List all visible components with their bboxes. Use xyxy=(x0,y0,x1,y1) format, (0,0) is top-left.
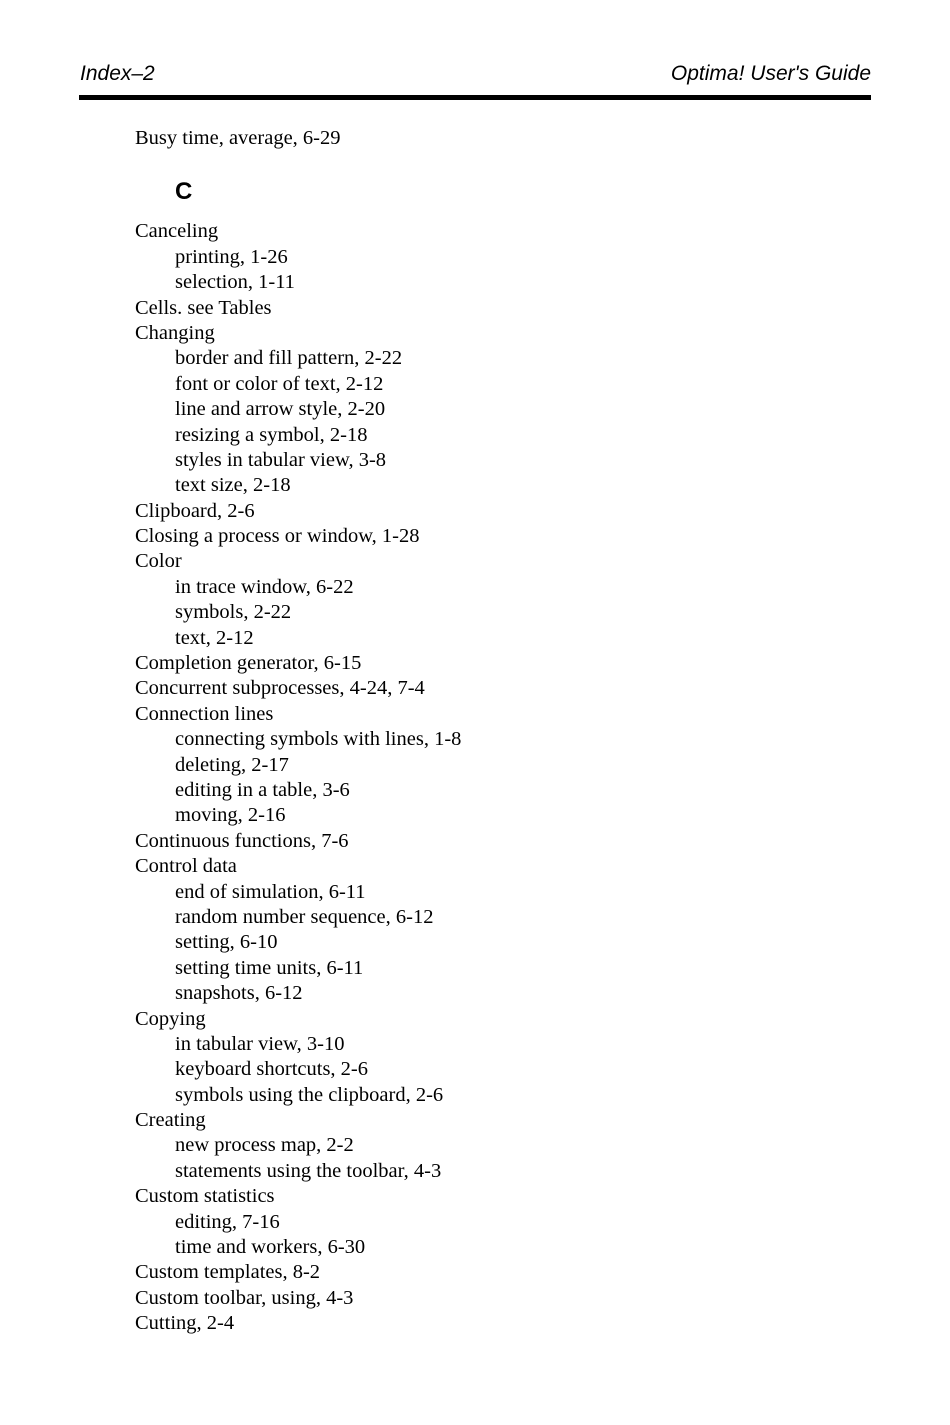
page-number-label: Index–2 xyxy=(80,62,155,85)
index-subentry: end of simulation, 6-11 xyxy=(175,880,366,903)
index-subentry: setting, 6-10 xyxy=(175,931,278,954)
index-subentry: symbols using the clipboard, 2-6 xyxy=(175,1083,444,1106)
index-subentry: time and workers, 6-30 xyxy=(175,1236,366,1259)
index-subentry: text, 2-12 xyxy=(175,626,254,649)
index-entry: Color xyxy=(135,550,182,573)
section-letter-heading: C xyxy=(175,178,193,206)
index-subentry: snapshots, 6-12 xyxy=(175,982,303,1005)
index-subentry: new process map, 2-2 xyxy=(175,1134,354,1157)
index-entry: Custom templates, 8-2 xyxy=(135,1261,321,1284)
index-subentry: printing, 1-26 xyxy=(175,245,288,268)
index-entry: Custom statistics xyxy=(135,1185,275,1208)
index-entry: Clipboard, 2-6 xyxy=(135,499,255,522)
index-subentry: resizing a symbol, 2-18 xyxy=(175,423,368,446)
index-subentry: in trace window, 6-22 xyxy=(175,575,354,598)
page-header xyxy=(80,62,871,92)
index-subentry: styles in tabular view, 3-8 xyxy=(175,448,387,471)
index-subentry: line and arrow style, 2-20 xyxy=(175,398,386,421)
index-entry: Cutting, 2-4 xyxy=(135,1312,235,1335)
index-subentry: moving, 2-16 xyxy=(175,804,286,827)
index-entry: Busy time, average, 6-29 xyxy=(135,127,341,149)
index-entry: Canceling xyxy=(135,220,219,243)
index-entry: Completion generator, 6-15 xyxy=(135,652,362,675)
index-entry: Concurrent subprocesses, 4-24, 7-4 xyxy=(135,677,425,700)
index-subentry: statements using the toolbar, 4-3 xyxy=(175,1159,442,1182)
index-entry: Connection lines xyxy=(135,702,274,725)
index-entries xyxy=(135,219,835,1336)
index-subentry: text size, 2-18 xyxy=(175,474,291,497)
index-entry: Changing xyxy=(135,321,215,344)
index-entry: Continuous functions, 7-6 xyxy=(135,829,349,852)
index-subentry: connecting symbols with lines, 1-8 xyxy=(175,728,462,751)
index-entry: Control data xyxy=(135,855,237,878)
index-entry: Copying xyxy=(135,1007,206,1030)
index-subentry: symbols, 2-22 xyxy=(175,601,292,624)
book-title: Optima! User's Guide xyxy=(670,62,871,85)
index-subentry: deleting, 2-17 xyxy=(175,753,289,776)
index-entry: Cells. see Tables xyxy=(135,296,272,319)
index-subentry: selection, 1-11 xyxy=(175,271,295,294)
pre-entries xyxy=(135,126,835,151)
index-subentry: setting time units, 6-11 xyxy=(175,956,364,979)
index-subentry: font or color of text, 2-12 xyxy=(175,372,384,395)
index-entry: Creating xyxy=(135,1109,206,1132)
index-entry: Closing a process or window, 1-28 xyxy=(135,525,420,548)
header-rule xyxy=(79,95,871,100)
index-subentry: editing, 7-16 xyxy=(175,1210,280,1233)
index-subentry: random number sequence, 6-12 xyxy=(175,905,434,928)
index-subentry: keyboard shortcuts, 2-6 xyxy=(175,1058,368,1081)
index-entry: Custom toolbar, using, 4-3 xyxy=(135,1286,354,1309)
index-subentry: border and fill pattern, 2-22 xyxy=(175,347,403,370)
index-subentry: in tabular view, 3-10 xyxy=(175,1032,345,1055)
index-body xyxy=(135,126,835,1337)
index-subentry: editing in a table, 3-6 xyxy=(175,778,350,801)
